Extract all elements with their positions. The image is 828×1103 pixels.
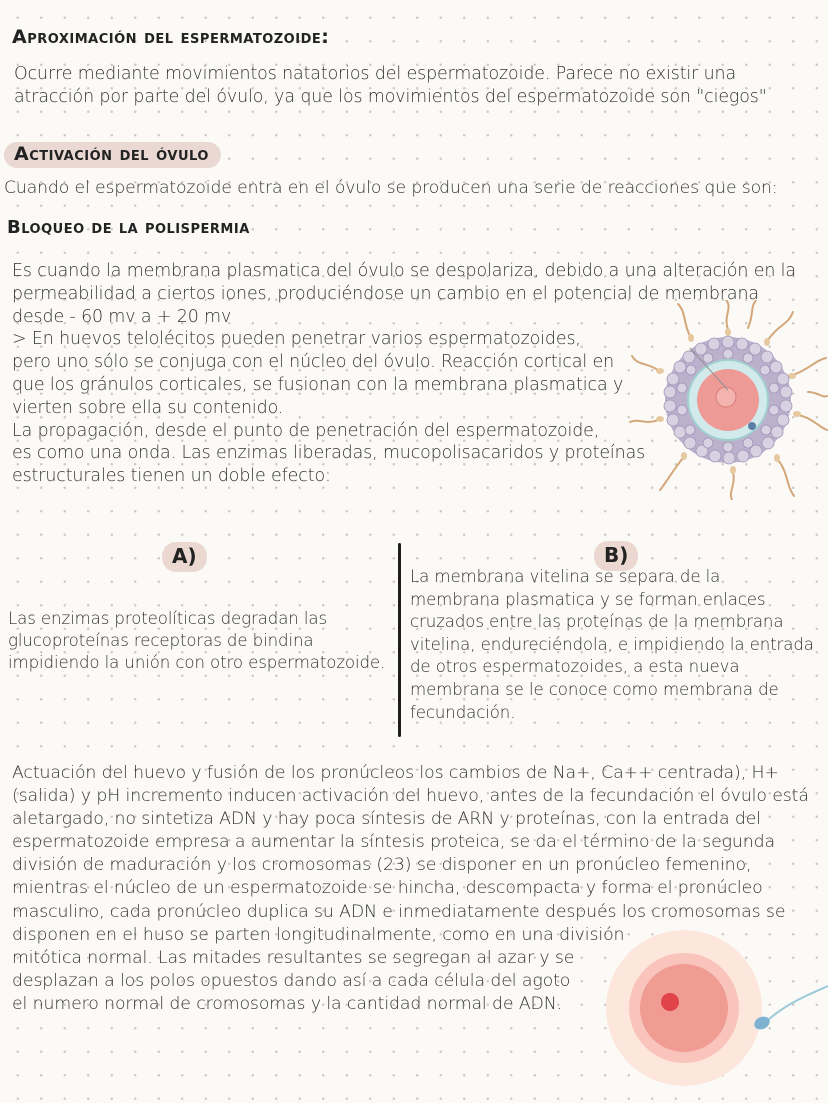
text-line: (salida) y pH incremento inducen activación del huevo, antes de la fecundación el óvulo está [12,786,809,807]
text-line: disponen en el huso se parten longitudinalmente, como en una división [12,924,625,945]
heading-aproximacion: Aproximación del espermatozoide: [12,26,330,48]
text-line: desde - 60 mv a + 20 mv [12,306,232,327]
column-divider [398,543,401,737]
text-line: Ocurre mediante movimientos natatorios del espermatozoide. Parece no existir una [14,64,737,84]
paragraph-activacion-intro [4,177,778,200]
text-line: fecundación. [410,702,516,722]
text-line: división de maduración y los cromosomas (23) se disponer en un pronúcleo femenino, [12,855,752,876]
text-line: glucoproteínas receptoras de bindina [8,631,314,651]
ovum-nucleus [716,387,736,407]
paragraph-aproximacion [14,63,767,108]
egg-corona-illustration [628,300,828,500]
text-line: que los gránulos corticales, se fusionan con la membrana plasmatica y [12,374,624,395]
text-line: de otros espermatozoides, a esta nueva [410,657,740,677]
label-b: B) [594,541,638,571]
text-line: mitótica normal. Las mitades resultantes se segregan al azar y se [12,947,575,968]
text-line: desplazan a los polos opuestos dando así a cada célula del agoto [12,970,571,991]
text-line: cruzados entre las proteínas de la membrana [410,612,784,632]
text-line: vitelina, endureciéndola, e impidiendo la entrada [410,634,814,654]
penetrating-sperm-head [748,422,756,430]
text-line: pero uno sólo se conjuga con el núcleo del óvulo. Reacción cortical en [12,352,615,373]
heading-activacion: Activación del óvulo [4,142,221,168]
paragraph-effect-b [410,566,814,724]
text-line: el numero normal de cromosomas y la cantidad normal de ADN. [12,993,562,1014]
text-line: Es cuando la membrana plasmatica del óvulo se despolariza, debido a una alteración en la [12,261,796,281]
text-line: vierten sobre ella su contenido. [12,397,284,418]
paragraph-effect-a [8,608,385,675]
paragraph-fusion [12,762,809,1016]
text-line: membrana se le conoce como membrana de [410,679,779,699]
text-line: es como una onda. Las enzimas liberadas, mucopolisacaridos y proteínas [12,443,646,464]
text-line: membrana plasmatica y se forman enlaces [410,589,766,609]
text-line: mientras el núcleo de un espermatozoide se hincha, descompacta y forma el pronúcleo [12,878,763,899]
text-line: espermatozoide empresa a aumentar la síntesis proteica, se da el término de la segunda [12,832,775,853]
heading-bloqueo: Bloqueo de la polispermia [7,217,250,238]
text-line: permeabilidad a ciertos iones, produciéndose un cambio en el potencial de membrana [12,283,759,304]
text-line: > En huevos telolécitos pueden penetrar varios espermatozoides, [12,329,581,350]
text-line: Actuación del huevo y fusión de los pronúcleos los cambios de Na+, Ca++ centrada), H+ [12,763,779,783]
label-a: A) [162,542,207,572]
text-line: atracción por parte del óvulo, ya que los movimientos del espermatozoide son "ciegos" [14,86,767,107]
text-line: Las enzimas proteolíticas degradan las [8,609,328,628]
text-line: La propagación, desde el punto de penetración del espermatozoide, [12,420,600,441]
text-line: impidiendo la unión con otro espermatozoide. [8,653,386,673]
text-line: Cuando el espermatozoide entra en el óvulo se producen una serie de reacciones que son: [4,178,778,198]
text-line: La membrana vitelina se separa de la [410,567,721,586]
text-line: aletargado, no sintetiza ADN y hay poca síntesis de ARN y proteínas, con la entrada del [12,809,762,830]
text-line: estructurales tienen un doble efecto: [12,466,331,487]
text-line: masculino, cada pronúcleo duplica su ADN e inmediatamente después los cromosomas se [12,901,786,922]
